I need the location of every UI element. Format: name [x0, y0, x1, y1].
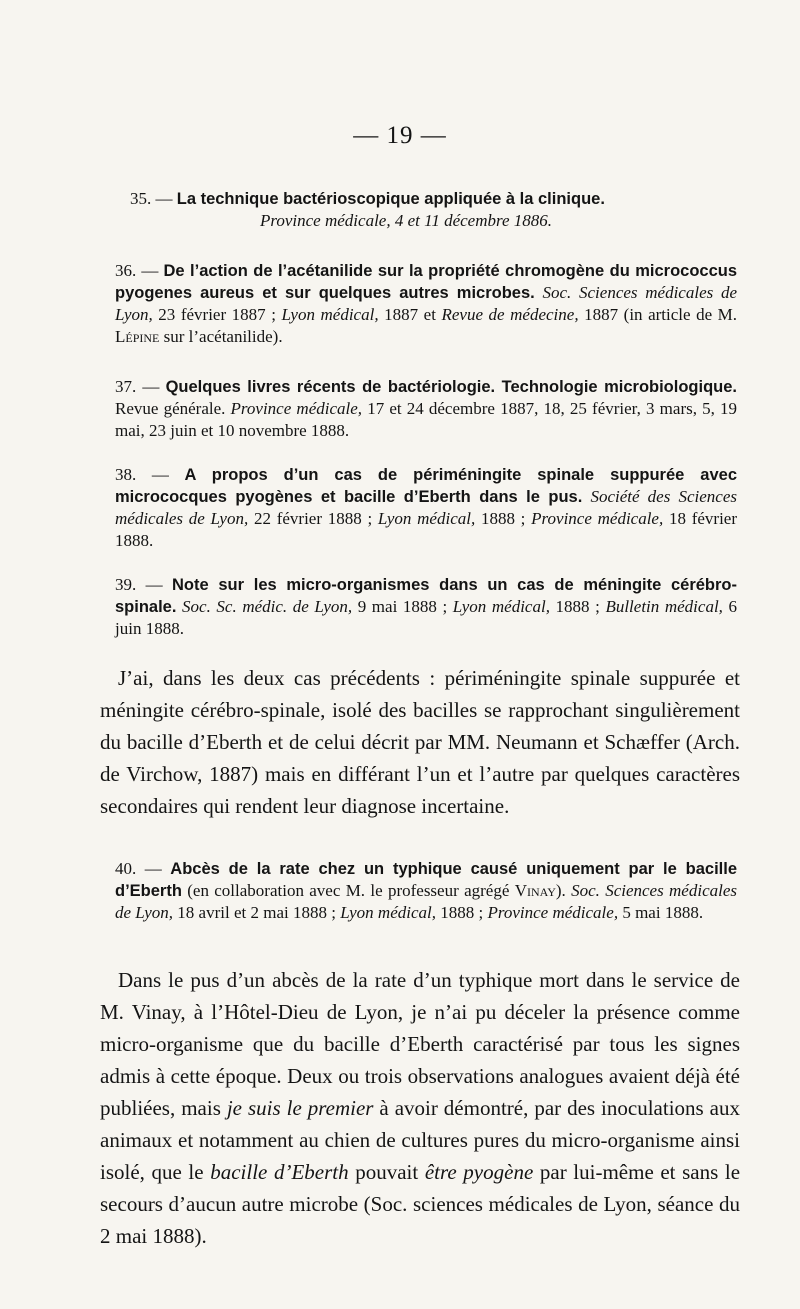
entry-39	[115, 574, 737, 640]
citation-date: 5 mai 1888.	[622, 903, 704, 922]
citation-journal: Société des Sciences médicales de Lyon,	[115, 487, 738, 528]
citation-journal: Province médicale,	[531, 509, 664, 528]
author-name: Vinay	[514, 881, 556, 900]
citation-date: 1888 ;	[480, 509, 526, 528]
entry-35	[130, 188, 730, 232]
entry-title: Abcès de la rate chez un typhique causé uniquement par le bacille d’Eberth	[115, 860, 738, 900]
entry-40	[115, 858, 737, 924]
citation-journal: Soc. Sc. médic. de Lyon,	[182, 597, 353, 616]
paragraph-text: Dans le pus d’un abcès de la rate d’un typhique mort dans le service de M. Vinay, à l’Hôtel-Dieu de Lyon, je n’ai pu déceler la présence comme micro-organisme que du bacille d’Eberth caractérisé par tous les signes admis à cette époque. Deux ou trois observations analogues avaient déjà été publiées, mais	[100, 968, 740, 1120]
entry-38	[115, 464, 737, 552]
entry-number: 37. —	[115, 377, 160, 396]
citation-journal: Lyon médical,	[340, 903, 436, 922]
commentary-paragraph-1: J’ai, dans les deux cas précédents : périméningite spinale suppurée et méningite cérébro-spinale, isolé des bacilles se rapprochant singulièrement du bacille d’Eberth et de celui décrit par MM. Neumann et Schæffer (Arch. de Virchow, 1887) mais en différant l’un et l’autre par quelques caractères secondaires qui rendent leur diagnose incertaine.	[100, 666, 740, 818]
citation-note: Revue générale.	[115, 399, 226, 418]
citation-journal: Soc. Sciences médicales de Lyon,	[115, 283, 738, 324]
citation-date: 18 février 1888.	[115, 509, 737, 550]
citation-journal: Lyon médical,	[377, 509, 476, 528]
emphasis-text: être pyogène	[424, 1160, 534, 1184]
page-number: — 19 —	[353, 122, 447, 149]
entry-number: 35. —	[130, 189, 173, 208]
citation-journal: Lyon médical,	[452, 597, 550, 616]
entry-title: Note sur les micro-organismes dans un cas de méningite cérébro-spinale.	[115, 576, 738, 616]
citation-note: sur l’acétanilide).	[163, 327, 283, 346]
citation-date: 1887 et	[384, 305, 436, 324]
paragraph-text: par lui-même et sans le secours d’aucun autre microbe (Soc. sciences médicales de Lyon, séance du 2 mai 1888).	[100, 1160, 741, 1248]
citation-date: 17 et 24 décembre 1887, 18, 25 février, 3 mars, 5, 19 mai, 23 juin et 10 novembre 1888.	[115, 399, 738, 440]
citation-date: 23 février 1887 ;	[158, 305, 276, 324]
entry-title: A propos d’un cas de périméningite spinale suppurée avec micrococques pyogènes et bacille d’Eberth dans le pus.	[115, 466, 737, 506]
entry-number: 36. —	[115, 261, 159, 280]
citation-note: (en collaboration avec M. le professeur agrégé	[187, 881, 510, 900]
entry-37	[115, 376, 737, 442]
citation-date: 1888 ;	[555, 597, 600, 616]
entry-title: Quelques livres récents de bactériologie. Technologie microbiologique.	[165, 378, 738, 396]
citation-journal: Soc. Sciences médicales de Lyon,	[115, 881, 738, 922]
entry-number: 38. —	[115, 465, 169, 484]
citation-date: 6 juin 1888.	[115, 597, 738, 638]
entry-title: De l’action de l’acétanilide sur la propriété chromogène du micrococcus pyogenes aureus et sur quelques autres microbes.	[115, 262, 738, 302]
citation-journal: Revue de médecine,	[441, 305, 579, 324]
entry-title: La technique bactérioscopique appliquée à la clinique.	[176, 190, 605, 208]
citation-note: ).	[555, 881, 566, 900]
citation-date: 1888 ;	[440, 903, 484, 922]
citation-date: 22 février 1888 ;	[253, 509, 373, 528]
citation-note: 1887 (in article de M.	[584, 305, 738, 324]
entry-number: 40. —	[115, 859, 162, 878]
commentary-paragraph-2	[100, 964, 740, 1252]
citation-date: 18 avril et 2 mai 1888 ;	[177, 903, 336, 922]
citation-journal: Province médicale,	[487, 903, 619, 922]
author-name: Lépine	[115, 327, 160, 346]
entry-36	[115, 260, 737, 348]
entry-number: 39. —	[115, 575, 163, 594]
citation-journal: Lyon médical,	[281, 305, 379, 324]
emphasis-text: bacille d’Eberth	[210, 1160, 349, 1184]
paragraph-text: à avoir démontré, par des inoculations aux animaux et notamment au chien de cultures pures du micro-organisme ainsi isolé, que le	[100, 1096, 740, 1184]
entry-citation: Province médicale, 4 et 11 décembre 1886.	[260, 211, 553, 230]
emphasis-text: je suis le premier	[226, 1096, 374, 1120]
paragraph-text: pouvait	[355, 1160, 419, 1184]
citation-journal: Bulletin médical,	[605, 597, 723, 616]
citation-date: 9 mai 1888 ;	[357, 597, 448, 616]
citation-journal: Province médicale,	[230, 399, 363, 418]
